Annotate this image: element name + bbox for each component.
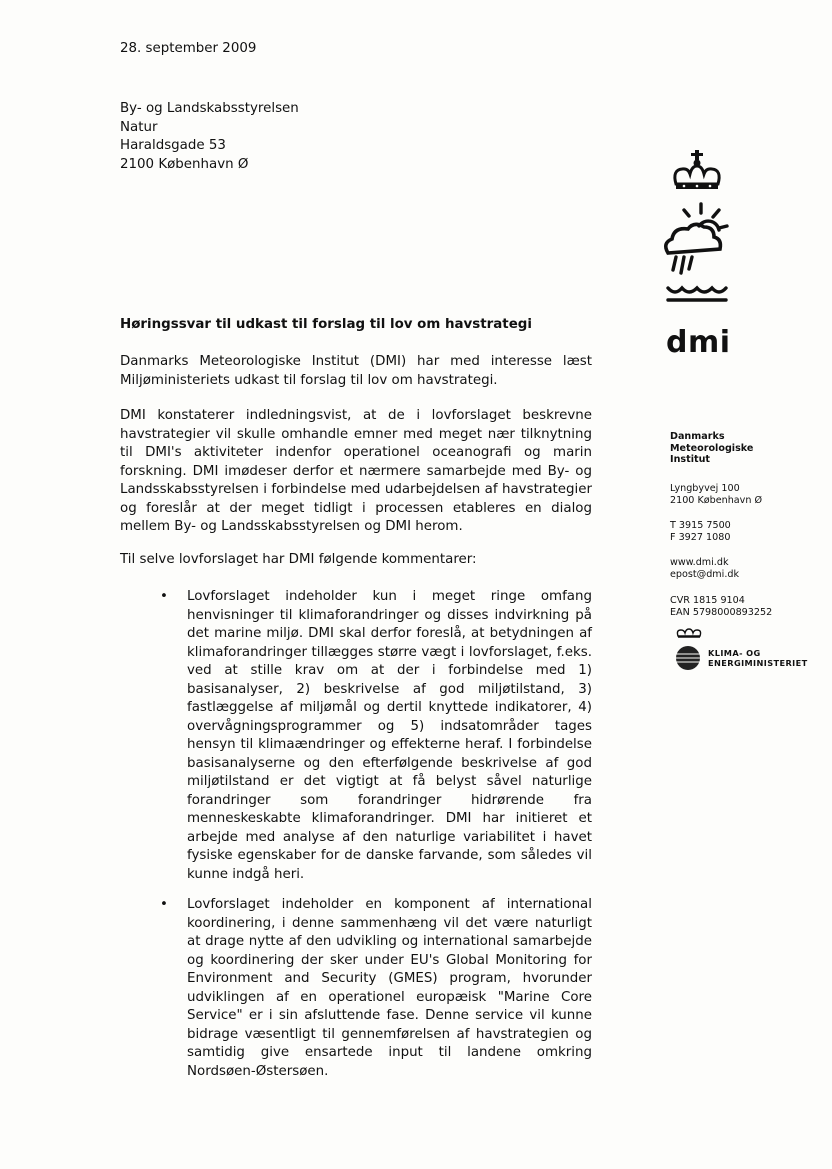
paragraph: Til selve lovforslaget har DMI følgende kommentarer: (120, 552, 477, 567)
address-line: Lyngbyvej 100 (670, 483, 740, 494)
phone-line: T 3915 7500 (670, 520, 731, 531)
website-line: www.dmi.dk (670, 557, 729, 568)
ean-line: EAN 5798000893252 (670, 606, 773, 618)
letter-subject: Høringssvar til udkast til forslag til lov om havstrategi (120, 317, 532, 332)
recipient-address (120, 100, 299, 174)
sidebar-web (670, 557, 739, 580)
dmi-logo (654, 150, 740, 360)
sidebar-ids (670, 595, 772, 618)
bullet-icon: • (160, 897, 168, 912)
email-line: epost@dmi.dk (670, 568, 740, 580)
recipient-line: Natur (120, 119, 158, 135)
waves-icon (668, 288, 726, 300)
crown-icon (675, 150, 719, 189)
ministry-name (708, 648, 808, 668)
cvr-line: CVR 1815 9104 (670, 595, 745, 606)
dmi-wordmark: DMI (666, 325, 731, 360)
sidebar-address (670, 483, 762, 506)
bullet-text: Lovforslaget indeholder kun i meget ringe omfang henvisninger til klimaforandringer og disses indvirkning på det marine miljø. DMI skal derfor foreslå, at betydningen af klimaforandringer tillægges større vægt i lovforslaget, f.eks. ved at stille krav om at der i forbindelse med 1) basisanalyser, 2) beskrivelse af god miljøtilstand, 3) fastlæggelse af miljømål og dertil knyttede indikatorer, 4) overvågningsprogrammer og 5) indsatområder tages hensyn til klimaændringer og effekterne heraf. I forbindelse basisanalyserne og den efterfølgende beskrivelse af god miljøtilstand er det vigtigt at få belyst såvel naturlige forandringer som forandringer hidrørende fra menneskeskabte klimaforandringer. DMI har initieret et arbejde med analyse af den naturlige variabilitet i havet fysiske egenskaber for de danske farvande, som således vil kunne indgå heri. (187, 589, 592, 882)
ministry-line: ENERGIMINISTERIET (708, 658, 808, 668)
ministry-crown-icon (677, 629, 700, 637)
bullet-text: Lovforslaget indeholder en komponent af international koordinering, i denne sammenhæng vil det være naturligt at drage nytte af den udvikling og international samarbejde og koordinering der sker under EU's Global Monitoring for Environment and Security (GMES) program, hvorunder udviklingen af en operationel europæisk "Marine Core Service" er i sin afsluttende fase. Denne service vil kunne bidrage væsentligt til gennemførelsen af havstrategien og samtidig give ensartede input til landene omkring Nordsøen-Østersøen. (187, 897, 592, 1079)
sidebar-phone (670, 520, 731, 543)
org-line: Institut (670, 454, 710, 465)
letter-date: 28. september 2009 (120, 41, 257, 56)
fax-line: F 3927 1080 (670, 531, 731, 543)
bullet-icon: • (160, 589, 168, 604)
org-line: Danmarks (670, 431, 725, 442)
recipient-line: By- og Landskabsstyrelsen (120, 101, 299, 116)
weather-icon (666, 204, 727, 273)
org-line: Meteorologiske (670, 442, 754, 454)
paragraph: DMI konstaterer indledningsvist, at de i lovforslaget beskrevne havstrategier vil skulle omhandle emner med meget nær tilknytning til DMI's aktiviteter indenfor operationel oceanografi og marin forskning. DMI imødeser derfor et nærmere samarbejde med By- og Landsskabsstyrelsen i forbindelse med udarbejdelsen af havstrategier og foreslår at der meget tidligt i processen etableres en dialog mellem By- og Landsskabsstyrelsen og DMI herom. (120, 408, 592, 534)
recipient-line: Haraldsgade 53 (120, 138, 226, 153)
ministry-line: KLIMA- OG (708, 648, 761, 658)
recipient-line: 2100 København Ø (120, 156, 249, 172)
paragraph: Danmarks Meteorologiske Institut (DMI) har med interesse læst Miljøministeriets udkast til forslag til lov om havstrategi. (120, 354, 592, 388)
globe-icon (676, 646, 700, 670)
address-line: 2100 København Ø (670, 494, 763, 506)
sidebar-organisation (670, 431, 753, 466)
